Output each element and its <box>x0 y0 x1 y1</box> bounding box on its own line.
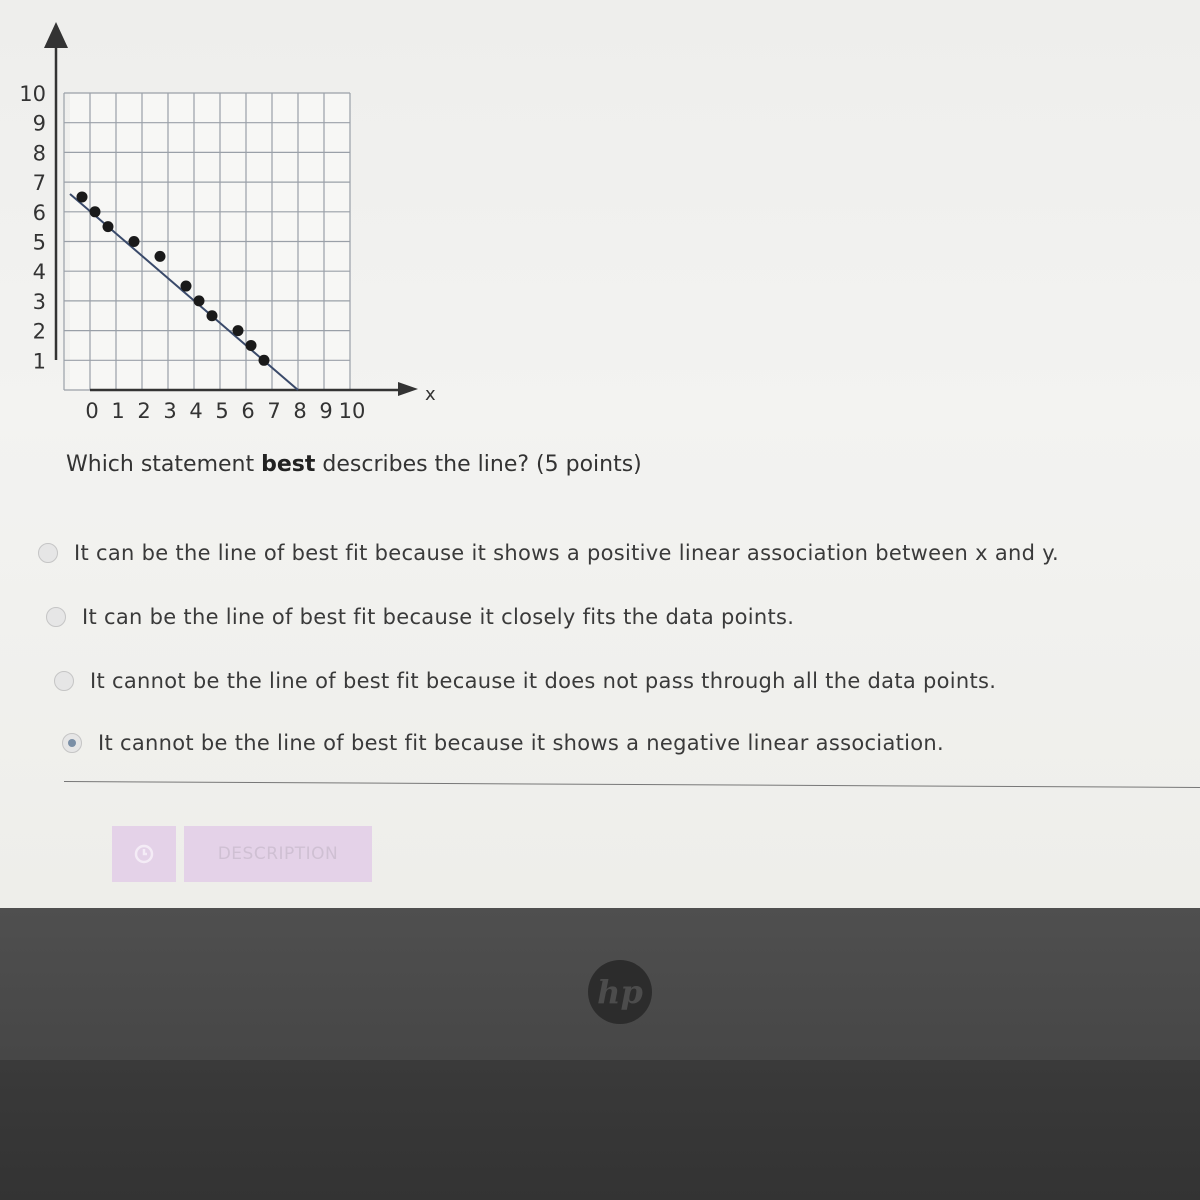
y-axis-arrow-icon <box>44 22 68 48</box>
x-tick-label: 3 <box>163 399 177 423</box>
data-point <box>194 295 205 306</box>
laptop-base <box>0 1060 1200 1200</box>
y-tick-label: 9 <box>32 111 46 136</box>
question-emphasis: best <box>261 452 316 477</box>
chart-grid <box>64 93 350 390</box>
x-axis-arrow-icon <box>398 382 418 396</box>
question-text: Which statement best describes the line? (5 points) <box>66 452 642 477</box>
x-tick-label: 0 <box>85 399 99 423</box>
data-point <box>259 355 270 366</box>
x-tick-label: 6 <box>241 399 255 423</box>
x-tick-label: 1 <box>111 399 125 423</box>
timer-button[interactable] <box>112 826 176 882</box>
y-tick-label: 7 <box>32 171 46 196</box>
x-tick-labels <box>85 399 365 423</box>
data-point <box>90 206 101 217</box>
answer-option-2[interactable] <box>46 605 794 629</box>
radio-button-4-selected[interactable] <box>62 733 82 753</box>
data-point <box>181 281 192 292</box>
x-tick-label: 10 <box>338 399 366 423</box>
y-tick-label: 10 <box>19 82 46 106</box>
x-axis-label: x <box>425 384 436 405</box>
x-tick-label: 8 <box>293 399 307 423</box>
data-point <box>207 310 218 321</box>
scatter-plot <box>0 0 460 440</box>
answer-option-1-label: It can be the line of best fit because it shows a positive linear association between x and y. <box>74 541 1059 565</box>
data-point <box>246 340 257 351</box>
clock-icon <box>133 843 155 865</box>
radio-button-2[interactable] <box>46 607 66 627</box>
answer-option-3[interactable] <box>54 669 996 693</box>
answer-option-1[interactable] <box>38 541 1059 565</box>
y-tick-label: 6 <box>32 200 46 225</box>
hp-logo-text: hp <box>597 973 643 1011</box>
x-tick-label: 5 <box>215 399 229 423</box>
description-button[interactable]: DESCRIPTION <box>184 826 372 882</box>
divider <box>64 781 1200 788</box>
answer-option-3-label: It cannot be the line of best fit because it does not pass through all the data points. <box>90 669 997 693</box>
data-point <box>103 221 114 232</box>
answer-option-2-label: It can be the line of best fit because it closely fits the data points. <box>82 605 795 629</box>
y-tick-label: 8 <box>32 141 46 166</box>
answer-option-4[interactable] <box>62 731 944 755</box>
y-tick-labels <box>19 82 46 373</box>
y-tick-label: 4 <box>32 260 46 285</box>
data-point <box>77 191 88 202</box>
hp-logo-icon <box>586 958 654 1026</box>
y-tick-label: 2 <box>32 319 46 344</box>
data-point <box>155 251 166 262</box>
x-tick-label: 2 <box>137 399 151 423</box>
x-tick-label: 4 <box>189 399 203 423</box>
answer-option-4-label: It cannot be the line of best fit because it shows a negative linear association. <box>98 731 945 755</box>
y-tick-label: 1 <box>32 349 46 374</box>
data-point <box>129 236 140 247</box>
radio-button-1[interactable] <box>38 543 58 563</box>
x-tick-label: 9 <box>319 399 333 423</box>
y-tick-label: 3 <box>32 289 46 314</box>
radio-button-3[interactable] <box>54 671 74 691</box>
data-point <box>233 325 244 336</box>
x-tick-label: 7 <box>267 399 281 423</box>
y-tick-label: 5 <box>32 230 46 255</box>
